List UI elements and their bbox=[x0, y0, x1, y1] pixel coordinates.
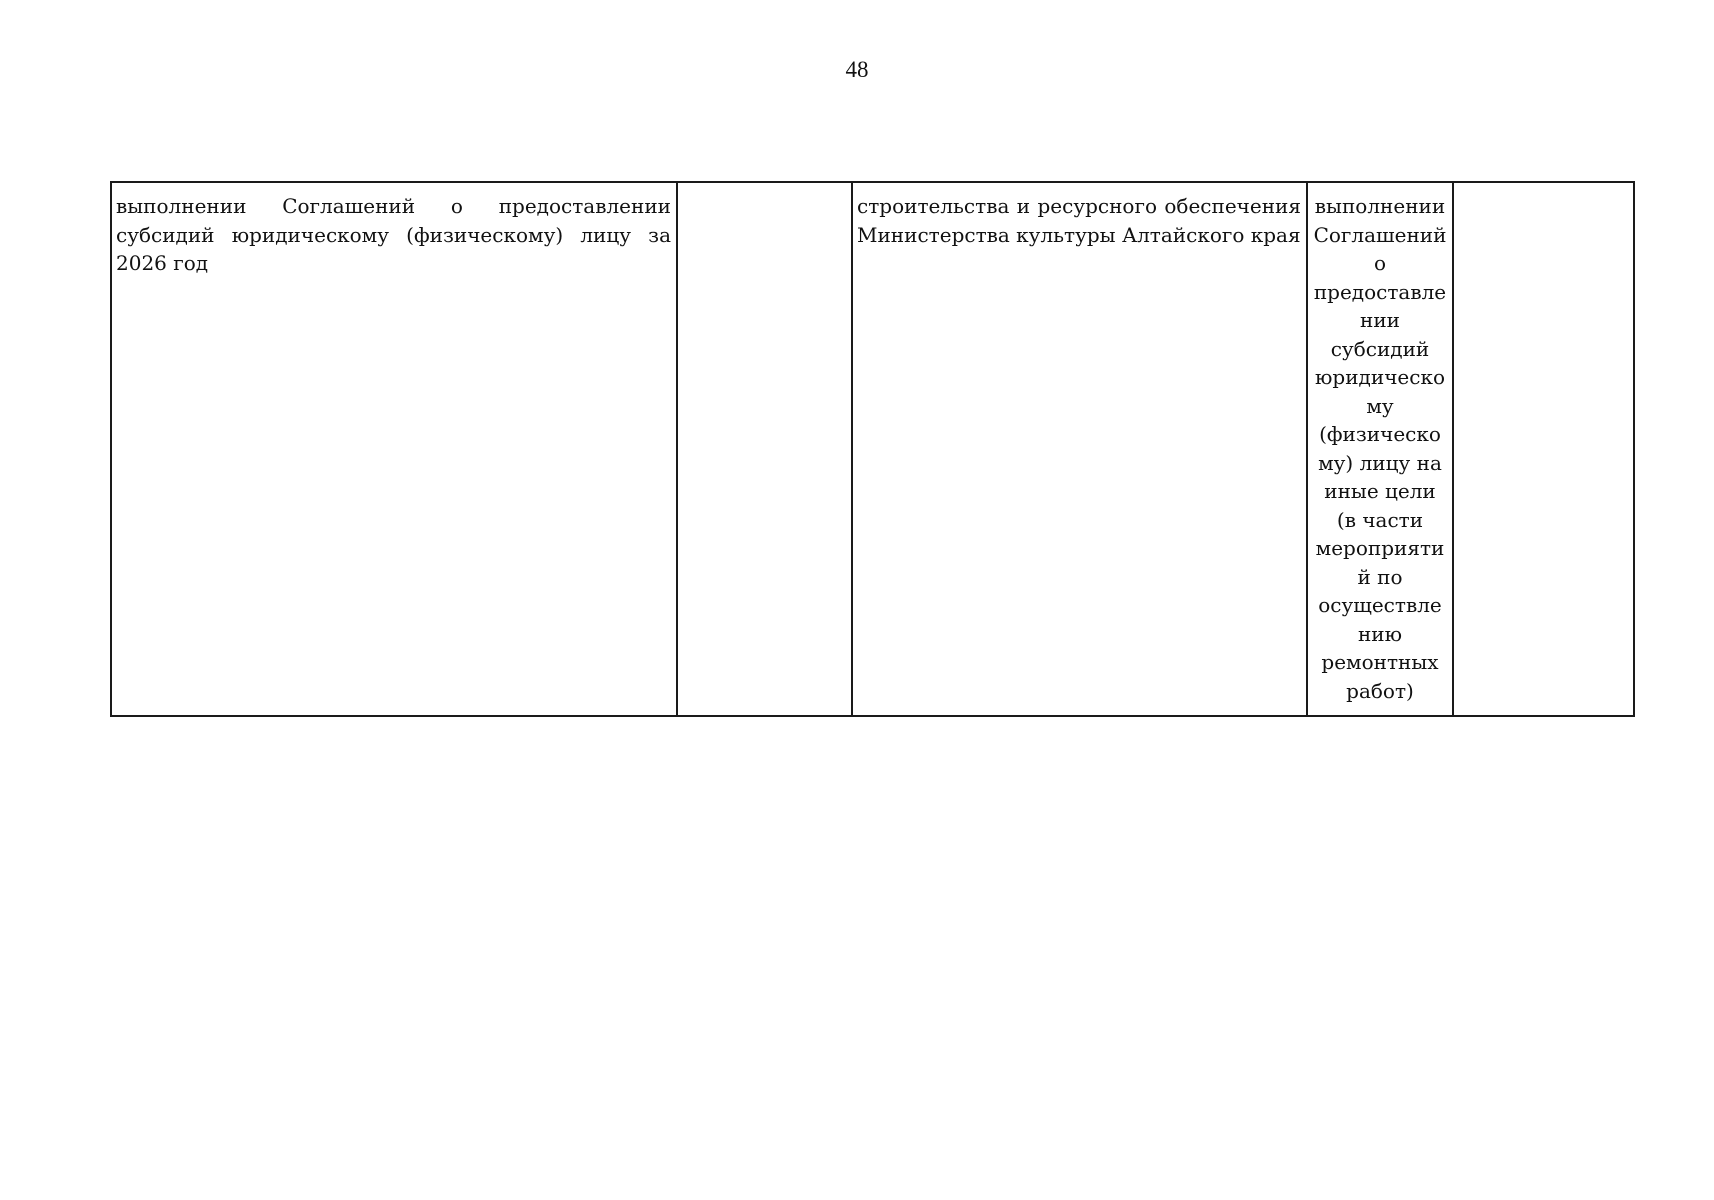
result-line: (в части bbox=[1336, 507, 1424, 532]
table-cell-result bbox=[1307, 182, 1453, 716]
result-line: ремонтных bbox=[1321, 650, 1439, 674]
result-line: Соглашений bbox=[1313, 222, 1447, 247]
table-cell-description: выполнении Соглашений о предоставлении субсидий юридическому (физическому) лицу за 2026 год bbox=[111, 182, 677, 716]
result-line: му) лицу на bbox=[1318, 450, 1442, 475]
result-line: мероприяти bbox=[1315, 536, 1445, 560]
result-line: му bbox=[1366, 393, 1394, 418]
result-line: иные цели bbox=[1324, 479, 1436, 503]
result-line: (физическо bbox=[1319, 422, 1441, 446]
result-line: нии bbox=[1360, 308, 1400, 332]
result-line: предоставле bbox=[1313, 279, 1447, 304]
result-line: выполнении bbox=[1314, 194, 1446, 218]
page-number: 48 bbox=[845, 57, 869, 82]
result-line: о bbox=[1373, 251, 1387, 275]
result-line: работ) bbox=[1346, 678, 1414, 703]
document-table bbox=[110, 181, 1635, 717]
result-line: юридическо bbox=[1315, 365, 1445, 389]
table-cell-responsible: строительства и ресурсного обеспечения Министерства культуры Алтайского края bbox=[852, 182, 1307, 716]
table-cell-empty-2 bbox=[1453, 182, 1634, 716]
result-line: й по bbox=[1357, 564, 1403, 589]
result-line: нию bbox=[1357, 621, 1403, 646]
table-cell-empty-1 bbox=[677, 182, 852, 716]
result-line: осуществле bbox=[1318, 593, 1442, 617]
result-line: субсидий bbox=[1330, 336, 1430, 361]
table-row bbox=[111, 182, 1634, 716]
